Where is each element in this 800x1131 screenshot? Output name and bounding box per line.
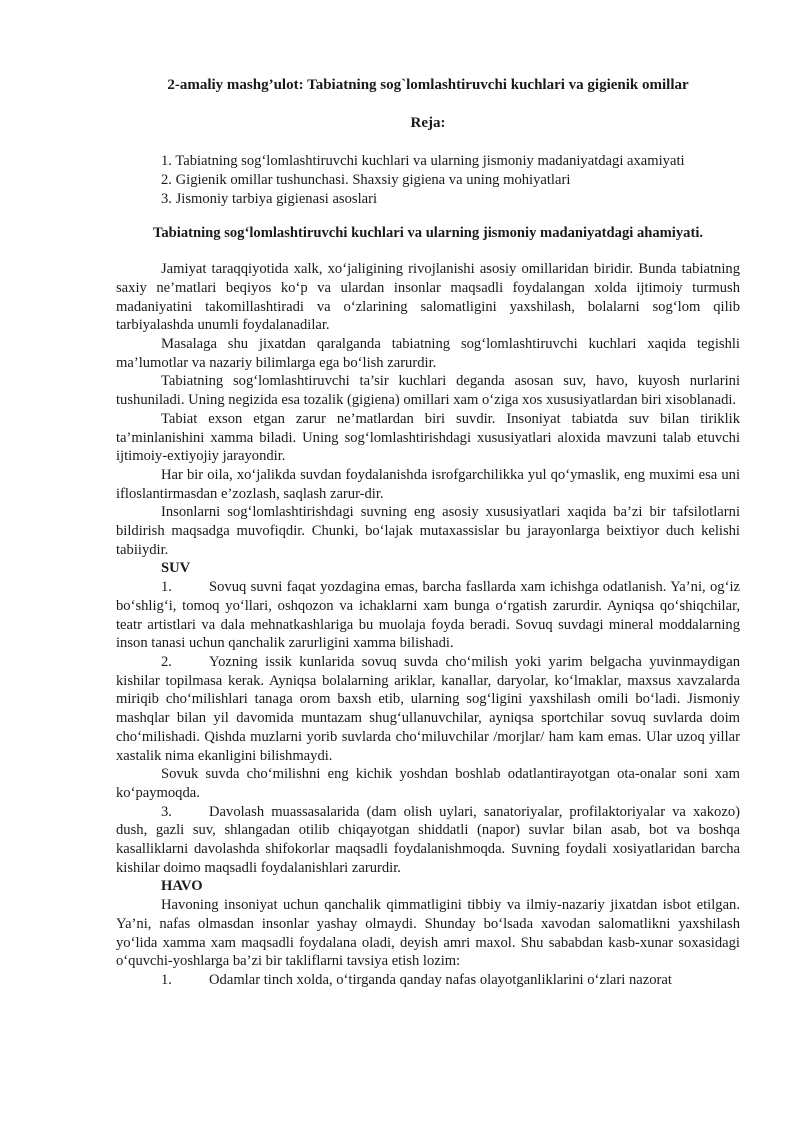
- body-paragraph: Havoning insoniyat uchun qanchalik qimmatligini tibbiy va ilmiy-nazariy jixatdan isbot etilgan. Ya’ni, nafas olmasdan insonlar yashay olmaydi. Shunday bo‘lsada xavodan salomatlikni yaxshilash yo‘lida xamma xam maqsadli foydalana oladi, deyish amri maxol. Shu sababdan kasb-xunar soxasidagi o‘quvchi-yoshlarga ba’zi bir takliflarni tavsiya etish lozim:: [116, 897, 740, 970]
- item-text: Davolash muassasalarida (dam olish uylari, sanatoriyalar, profilaktoriyalar va xakozo) dush, gazli suv, shlangadan otilib chiqayotgan shiddatli (napor) suvlar bilan asab, bot va boshqa kasalliklarni davolashda shifokorlar maqsadli foydalanishmoqda. Suvning foydali xosiyatlaridan barcha kishilar doimo maqsadli foydalanishlari zarurdir.: [116, 803, 740, 876]
- item-number: 3.: [161, 803, 172, 820]
- body-paragraph: Tabiatning sog‘lomlashtiruvchi ta’sir kuchlari deganda asosan suv, havo, kuyosh nurlarini tushuniladi. Uning negizida esa tozalik (gigiena) omillari xam o‘ziga xos xususiyatlardan biri xisoblanadi.: [116, 373, 740, 409]
- body-paragraph: Insonlarni sog‘lomlashtirishdagi suvning eng asosiy xususiyatlari xaqida ba’zi bir tafsilotlarni bildirish maqsadga muvofiqdir. Chunki, bo‘lajak mutaxassislar bu jarayonlarga beixtiyor duch kelishi tabiiydir.: [116, 504, 740, 558]
- plan-item: 1. Tabiatning sog‘lomlashtiruvchi kuchlari va ularning jismoniy madaniyatdagi axamiyati: [161, 153, 685, 170]
- body-paragraph: Har bir oila, xo‘jalikda suvdan foydalanishda isrofgarchilikka yul qo‘ymaslik, eng muximi esa uni ifloslantirmasdan e’zozlash, saqlash zarur-dir.: [116, 466, 740, 502]
- item-text: Sovuq suvni faqat yozdagina emas, barcha fasllarda xam ichishga odatlanish. Ya’ni, og‘iz bo‘shlig‘i, tomoq yo‘llari, oshqozon va ichaklarni xam bunga o‘rgatish zarurdir. Ayniqsa qo‘shiqchilar, teatr artistlari va dala mehnatkashlariga bu muolaja foyda beradi. Sovuq suvdagi mineral moddalarning inson tanasi uchun qanchalik zarurligini xamma bilishadi.: [116, 579, 740, 652]
- item-number: 1.: [161, 579, 172, 596]
- numbered-paragraph: [116, 578, 740, 653]
- document-title: 2-amaliy mashg’ulot: Tabiatning sog`lomlashtiruvchi kuchlari va gigienik omillar: [167, 77, 689, 93]
- plan-list: [161, 152, 691, 208]
- document-page: [116, 68, 740, 990]
- numbered-paragraph: [116, 803, 740, 878]
- item-text: Odamlar tinch xolda, o‘tirganda qanday nafas olayotganliklarini o‘zlari nazorat: [209, 971, 672, 988]
- plan-item: 3. Jismoniy tarbiya gigienasi asoslari: [161, 190, 378, 207]
- body-paragraph: Tabiat exson etgan zarur ne’matlardan biri suvdir. Insoniyat tabiatda suv bilan tiriklik ta’minlanishini xamma biladi. Uning sog‘lomlashtirishdagi xususiyatlari aloxida mavzuni talab etuvchi ijtimoiy-extiyojiy jarayondir.: [116, 410, 740, 465]
- item-text: Yozning issik kunlarida sovuq suvda cho‘milish yoki yarim belgacha yuvinmaydigan kishilar topilmasa kerak. Ayniqsa bolalarning ariklar, kanallar, daryolar, ko‘lmaklar, maxsus xavzalarda miriqib cho‘milishlari tanaga orom baxsh etib, ularning sog‘ligini yaxshilash omili bo‘ladi. Jismoniy mashqlar bilan yil davomida muntazam shug‘ullanuvchilar, ayniqsa sportchilar sovuq suvlarda doim cho‘milishadi. Qishda muzlarni yorib suvlarda cho‘miluvchilar /morjlar/ ham kam emas. Ular uzoq yillar xastalik nima ekanligini bilishmaydi.: [116, 653, 740, 764]
- havo-heading: HAVO: [161, 878, 203, 895]
- section-subtitle: Tabiatning sog‘lomlashtiruvchi kuchlari va ularning jismoniy madaniyatdagi ahamiyati.: [152, 224, 704, 241]
- body-paragraph: Jamiyat taraqqiyotida xalk, xo‘jaligining rivojlanishi asosiy omillaridan biridir. Bunda tabiatning saxiy ne’matlari beqiyos ko‘p va ulardan insonlar maqsadli foydalangan xolda ijtimoiy turmush madaniyatini takomillashtiradi va o‘zlarining salomatligini yaxshilash, bolalarni sog‘lom qilib tarbiyalashda unumli foydalanadilar.: [116, 261, 740, 334]
- plan-heading: Reja:: [410, 114, 446, 131]
- numbered-paragraph: [116, 653, 740, 765]
- item-number: 2.: [161, 653, 172, 670]
- body-paragraph: Masalaga shu jixatdan qaralganda tabiatning sog‘lomlashtiruvchi kuchlari xaqida tegishli ma’lumotlar va nazariy bilimlarga ega bo‘lish zarurdir.: [116, 336, 740, 371]
- body-paragraph: Sovuk suvda cho‘milishni eng kichik yoshdan boshlab odatlantirayotgan ota-onalar soni xam ko‘paymoqda.: [116, 766, 740, 801]
- suv-heading: SUV: [161, 560, 191, 577]
- plan-item: 2. Gigienik omillar tushunchasi. Shaxsiy gigiena va uning mohiyatlari: [161, 172, 571, 189]
- numbered-paragraph: [116, 971, 740, 990]
- item-number: 1.: [161, 971, 172, 988]
